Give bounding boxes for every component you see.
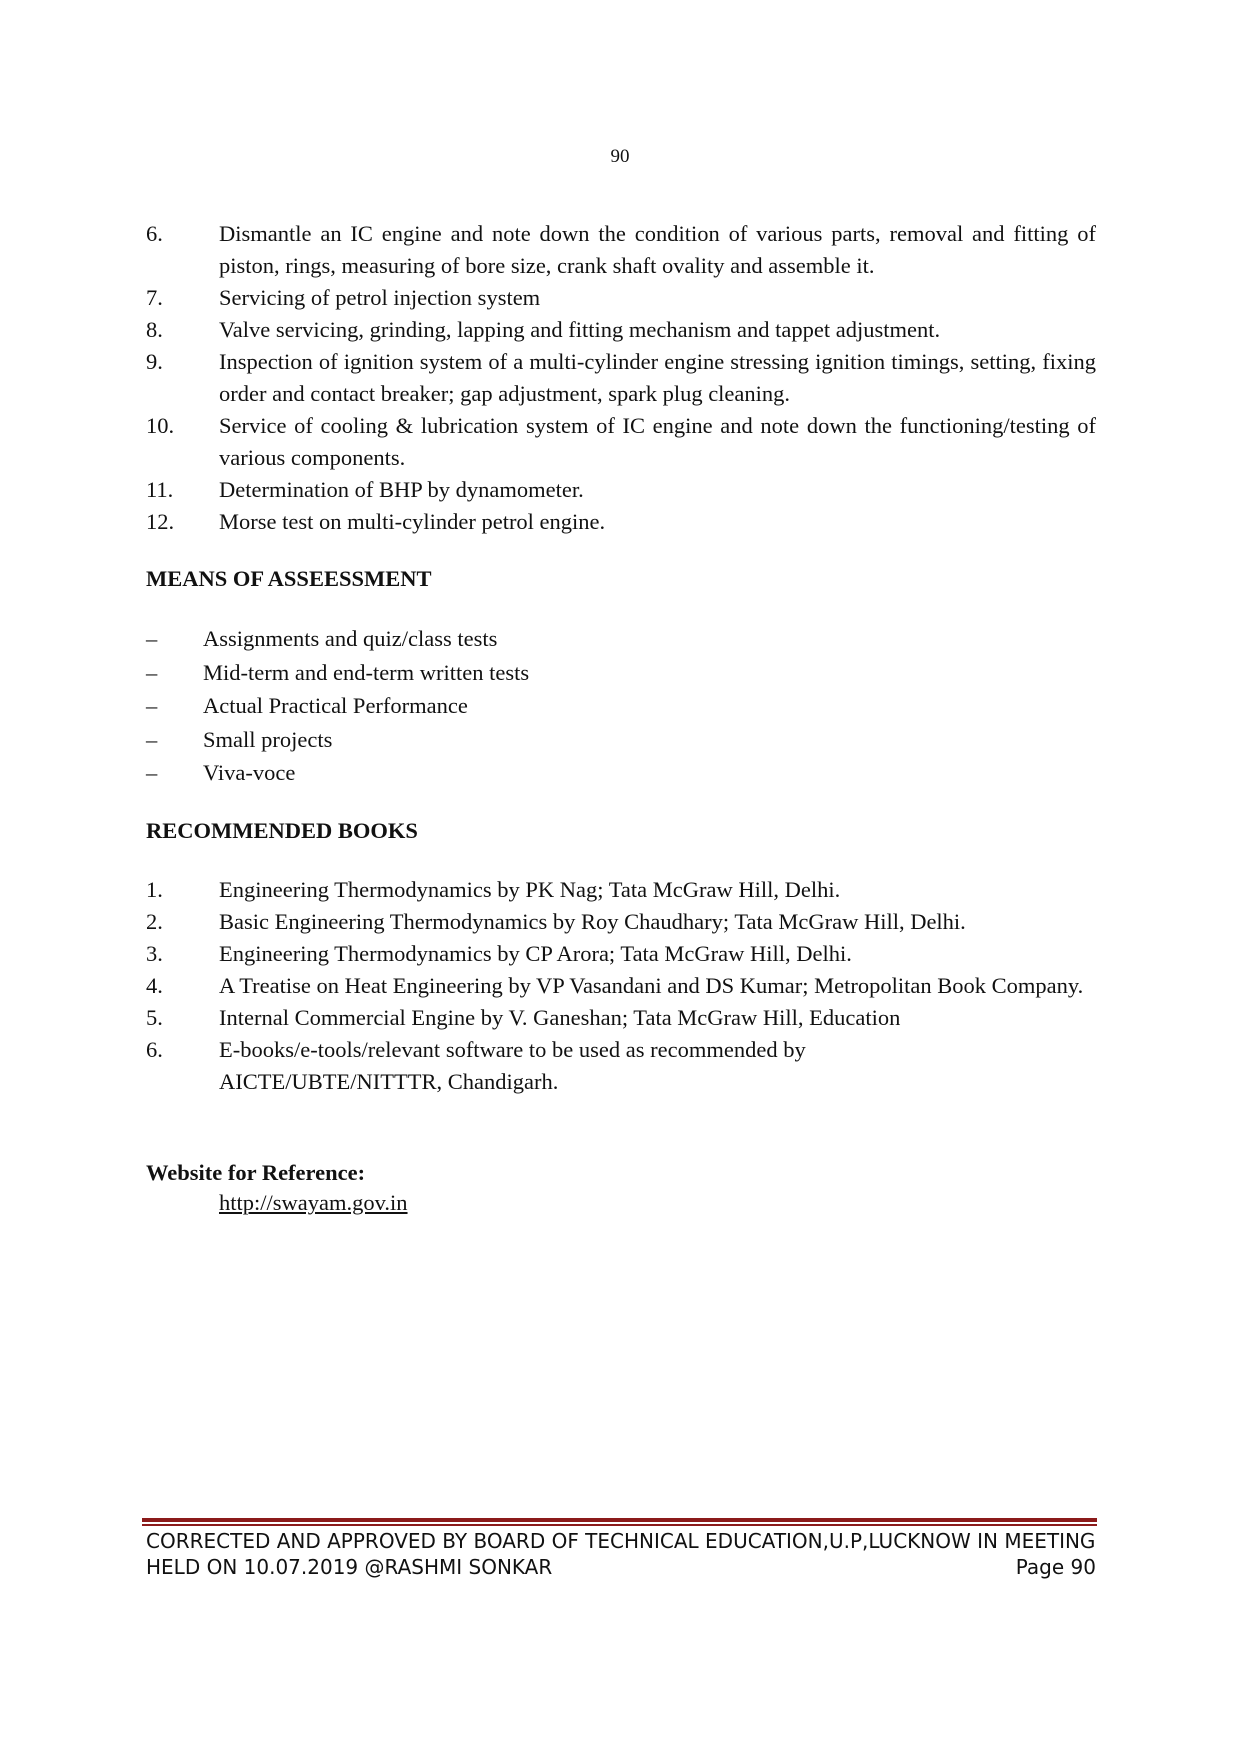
dash-bullet: –: [146, 760, 158, 785]
list-item: [146, 656, 1096, 690]
footer-approval-line: CORRECTED AND APPROVED BY BOARD OF TECHNICAL EDUCATION,U.P,LUCKNOW IN MEETING: [146, 1529, 1096, 1553]
item-text: Engineering Thermodynamics by CP Arora; Tata McGraw Hill, Delhi.: [219, 941, 852, 966]
item-number: 3.: [146, 941, 163, 966]
item-number: 4.: [146, 973, 163, 998]
list-item: [146, 218, 1096, 282]
item-number: 12.: [146, 509, 175, 534]
list-item: [146, 314, 1096, 346]
item-text: Determination of BHP by dynamometer.: [219, 477, 584, 502]
list-item: [146, 346, 1096, 410]
list-item: [146, 906, 1096, 938]
item-text: E-books/e-tools/relevant software to be used as recommended by AICTE/UBTE/NITTTR, Chandigarh.: [219, 1037, 806, 1094]
assessment-list: [146, 622, 1096, 790]
item-text: Viva-voce: [203, 760, 296, 785]
item-number: 11.: [146, 477, 174, 502]
books-heading: RECOMMENDED BOOKS: [146, 818, 418, 843]
page-number: 90: [610, 146, 630, 167]
list-item: [146, 410, 1096, 474]
assessment-heading: MEANS OF ASSEESSMENT: [146, 566, 432, 591]
item-number: 6.: [146, 1037, 163, 1062]
item-text: Assignments and quiz/class tests: [203, 626, 498, 651]
list-item: [146, 622, 1096, 656]
list-item: [146, 1002, 1096, 1034]
list-item: [146, 970, 1096, 1002]
books-list: [146, 874, 1096, 1098]
item-number: 10.: [146, 413, 175, 438]
item-text: Inspection of ignition system of a multi-cylinder engine stressing ignition timings, setting, fixing order and contact breaker; gap adjustment, spark plug cleaning.: [219, 349, 1096, 406]
item-text: Engineering Thermodynamics by PK Nag; Tata McGraw Hill, Delhi.: [219, 877, 841, 902]
item-text: Dismantle an IC engine and note down the condition of various parts, removal and fitting of piston, rings, measuring of bore size, crank shaft ovality and assemble it.: [219, 221, 1096, 278]
item-number: 2.: [146, 909, 163, 934]
footer-meeting-info: HELD ON 10.07.2019 @RASHMI SONKAR: [146, 1555, 553, 1579]
dash-bullet: –: [146, 626, 158, 651]
list-item: [146, 723, 1096, 757]
list-item: [146, 474, 1096, 506]
item-text: Basic Engineering Thermodynamics by Roy Chaudhary; Tata McGraw Hill, Delhi.: [219, 909, 966, 934]
item-text: A Treatise on Heat Engineering by VP Vasandani and DS Kumar; Metropolitan Book Company.: [219, 973, 1084, 998]
item-number: 9.: [146, 349, 163, 374]
item-text: Actual Practical Performance: [203, 693, 468, 718]
item-number: 6.: [146, 221, 163, 246]
item-number: 5.: [146, 1005, 163, 1030]
website-link[interactable]: http://swayam.gov.in: [219, 1190, 408, 1215]
dash-bullet: –: [146, 693, 158, 718]
item-text: Valve servicing, grinding, lapping and fitting mechanism and tappet adjustment.: [219, 317, 941, 342]
list-item: [146, 506, 1096, 538]
item-text: Morse test on multi-cylinder petrol engine.: [219, 509, 606, 534]
dash-bullet: –: [146, 726, 158, 752]
list-item: [146, 938, 1096, 970]
footer-divider-thin: [142, 1524, 1097, 1526]
list-item: [146, 282, 1096, 314]
item-text: Mid-term and end-term written tests: [203, 659, 530, 685]
list-item: [146, 756, 1096, 790]
footer-divider: [142, 1518, 1097, 1522]
list-item: [146, 1034, 1096, 1098]
item-number: 1.: [146, 877, 163, 902]
item-number: 8.: [146, 317, 163, 342]
footer-second-line: [146, 1554, 1096, 1580]
practicals-list: [146, 218, 1096, 538]
list-item: [146, 874, 1096, 906]
footer-page-label: Page 90: [1015, 1555, 1096, 1579]
item-text: Small projects: [203, 726, 333, 752]
page-footer: [146, 1528, 1096, 1580]
item-text: Servicing of petrol injection system: [219, 285, 541, 310]
dash-bullet: –: [146, 659, 158, 685]
item-text: Internal Commercial Engine by V. Ganeshan; Tata McGraw Hill, Education: [219, 1005, 901, 1030]
item-text: Service of cooling & lubrication system of IC engine and note down the functioning/testing of various components.: [219, 413, 1096, 470]
item-number: 7.: [146, 285, 163, 310]
list-item: [146, 689, 1096, 723]
website-heading: Website for Reference:: [146, 1160, 366, 1185]
